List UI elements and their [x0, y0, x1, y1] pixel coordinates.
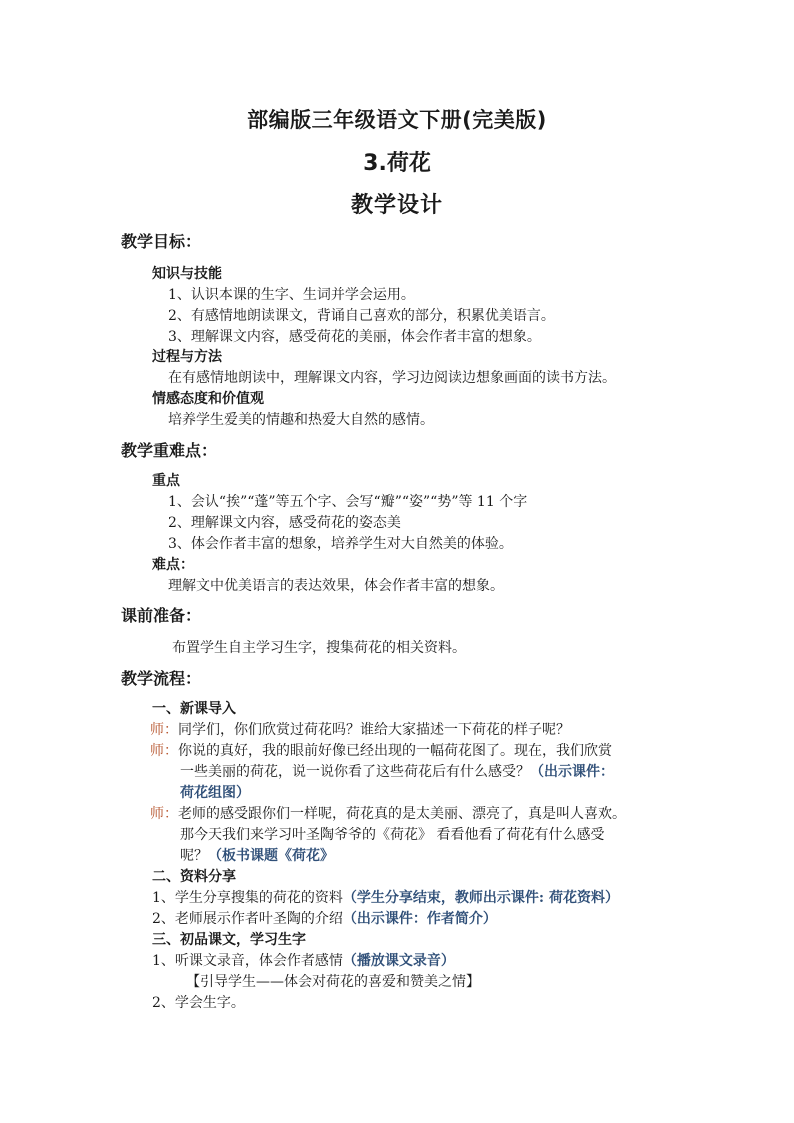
section-heading: 三、初品课文，学习生字 — [152, 932, 306, 948]
paragraph-line — [180, 783, 250, 803]
prep-heading: 课前准备： — [121, 606, 202, 625]
list-item: 2、学会生字。 — [152, 995, 245, 1011]
list-item — [152, 888, 619, 908]
knowledge-item: 3、理解课文内容，感受荷花的美丽，体会作者丰富的想象。 — [168, 329, 541, 345]
process-heading: 过程与方法 — [152, 349, 222, 365]
section-heading: 二、资料分享 — [152, 869, 236, 885]
paragraph-text: 呢？ — [180, 848, 208, 864]
list-item — [152, 951, 455, 971]
flow-heading: 教学流程： — [121, 669, 202, 688]
knowledge-item: 2、有感情地朗读课文，背诵自己喜欢的部分，积累优美语言。 — [168, 308, 555, 324]
board-note: （板书课题《荷花》 — [208, 848, 334, 864]
paragraph-text: 老师的感受跟你们一样呢，荷花真的是太美丽、漂亮了，真是叫人喜欢。 — [178, 806, 626, 822]
focus-heading: 重点 — [152, 473, 180, 489]
section-heading: 一、新课导入 — [152, 701, 236, 717]
knowledge-heading: 知识与技能 — [152, 266, 222, 282]
item-text: 1、听课文录音，体会作者感情 — [152, 953, 343, 969]
paragraph-line: 那今天我们来学习叶圣陶爷爷的《荷花》 看看他看了荷花有什么感受 — [180, 827, 605, 843]
knowledge-item: 1、认识本课的生字、生词并学会运用。 — [168, 287, 415, 303]
focus-item: 1、会认“挨”“蓬”等五个字、会写“瓣”“姿”“势”等 11 个字 — [168, 494, 528, 510]
teacher-paragraph — [150, 804, 626, 824]
paragraph-text: 一些美丽的荷花，说一说你看了这些荷花后有什么感受？ — [180, 764, 530, 780]
document-title: 部编版三年级语文下册(完美版) — [247, 108, 547, 132]
list-item — [152, 909, 497, 929]
teacher-paragraph — [150, 720, 570, 740]
keypoints-heading: 教学重难点： — [121, 441, 218, 460]
design-title: 教学设计 — [350, 193, 443, 218]
lesson-title: 3.荷花 — [363, 151, 431, 176]
goals-heading: 教学目标： — [121, 232, 202, 251]
audio-note: （播放课文录音） — [342, 953, 455, 969]
focus-item: 2、理解课文内容，感受荷花的姿态美 — [168, 515, 401, 531]
teacher-label: 师： — [150, 806, 178, 822]
paragraph-text: 同学们，你们欣赏过荷花吗？谁给大家描述一下荷花的样子呢？ — [178, 722, 570, 738]
paragraph-line — [180, 846, 334, 866]
courseware-note: （出示课件： — [530, 764, 614, 780]
prep-text: 布置学生自主学习生字，搜集荷花的相关资料。 — [172, 640, 466, 656]
process-text: 在有感情地朗读中，理解课文内容，学习边阅读边想象画面的读书方法。 — [168, 370, 616, 386]
difficulty-heading: 难点： — [152, 557, 194, 573]
teacher-paragraph — [150, 741, 612, 761]
attitude-text: 培养学生爱美的情趣和热爱大自然的感情。 — [168, 412, 434, 428]
courseware-note: （出示课件：作者简介） — [342, 911, 497, 927]
guide-note: 【引导学生——体会对荷花的喜爱和赞美之情】 — [186, 974, 480, 990]
focus-item: 3、体会作者丰富的想象，培养学生对大自然美的体验。 — [168, 536, 513, 552]
teacher-label: 师： — [150, 743, 178, 759]
courseware-note: 荷花组图） — [180, 785, 250, 801]
difficulty-text: 理解文中优美语言的表达效果，体会作者丰富的想象。 — [168, 578, 504, 594]
courseware-note: （学生分享结束，教师出示课件: 荷花资料） — [342, 890, 619, 906]
item-text: 2、老师展示作者叶圣陶的介绍 — [152, 911, 343, 927]
attitude-heading: 情感态度和价值观 — [152, 391, 264, 407]
paragraph-text: 你说的真好，我的眼前好像已经出现的一幅荷花图了。现在，我们欣赏 — [178, 743, 612, 759]
item-text: 1、学生分享搜集的荷花的资料 — [152, 890, 343, 906]
teacher-label: 师： — [150, 722, 178, 738]
paragraph-line — [180, 762, 614, 782]
